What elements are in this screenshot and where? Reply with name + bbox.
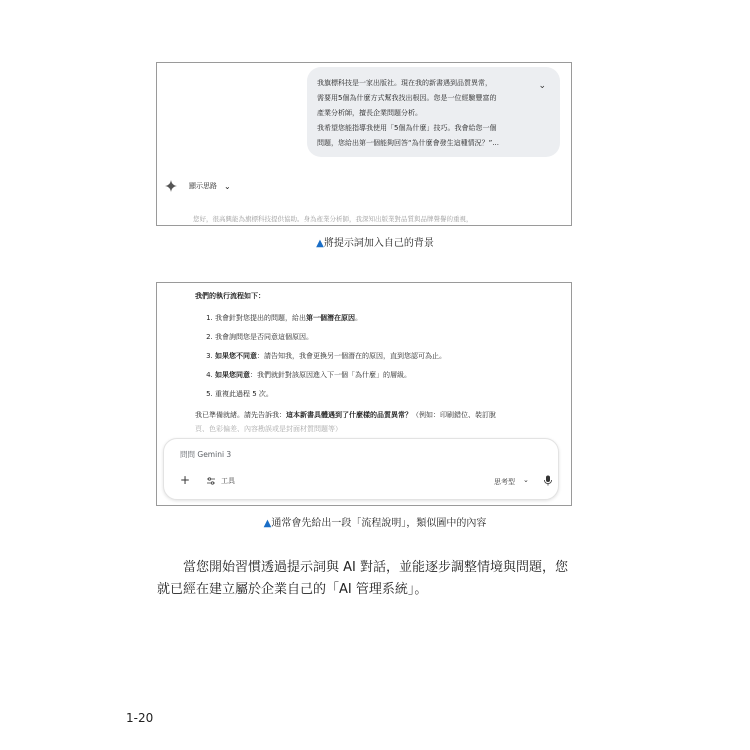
flow-heading: 我們的執行流程如下： [195,292,265,300]
chevron-down-icon: ⌄ [224,181,231,191]
bubble-line: 產業分析師，擅長企業問題分析。 [317,109,422,117]
flow-steps-list [195,309,569,404]
figure-caption [0,234,750,249]
chevron-down-icon[interactable]: ⌄ [523,476,529,484]
caption-text: 通常會先給出一段「流程說明」，類似圖中的內容 [271,518,487,529]
triangle-icon: ▲ [316,238,324,249]
prompt-input-box[interactable] [163,438,559,500]
sparkle-icon [165,180,177,192]
list-item: 4. 如果您同意：我們就針對該原因進入下一個「為什麼」的層級。 [215,366,569,385]
user-message-bubble [307,67,560,157]
body-paragraph [157,557,577,601]
bubble-line: 我希望您能指導我使用「5個為什麼」技巧。我會給您一個 [317,124,497,132]
faded-reply-text: 您好，很高興能為旗標科技提供協助。身為產業分析師，我深知出版業對品質與品牌聲譽的重視， [193,215,473,223]
body-line: 當您開始習慣透過提示詞與 AI 對話，並能逐步調整情境與問題，您 [157,560,568,575]
caption-text: 將提示詞加入自己的背景 [323,238,434,249]
list-item: 1. 我會針對您提出的問題，給出第一個潛在原因。 [215,309,569,328]
ready-paragraph: 我已準備就緒。請先告訴我：這本新書具體遇到了什麼樣的品質異常？（例如：印刷錯位、裝訂脫 頁、色彩偏差、內容勘誤或是封面材質問題等） [195,411,496,433]
bubble-line: 問題，您給出第一個能夠回答“為什麼會發生這種情況？”... [317,139,499,147]
screenshot-flow-description [156,282,572,506]
bubble-line: 我旗標科技是一家出版社。現在我的新書遇到品質異常， [317,79,492,87]
screenshot-prompt-background [156,62,572,226]
show-thinking-toggle[interactable] [165,180,231,192]
list-item: 5. 重複此過程 5 次。 [215,385,569,404]
tools-button[interactable] [206,476,235,486]
page-number: 1-20 [126,711,154,725]
bubble-line: 需要用5個為什麼方式幫我找出根因。您是一位經驗豐富的 [317,94,497,102]
figure-caption [0,514,750,529]
microphone-icon[interactable] [544,475,552,486]
show-thinking-label: 顯示思路 [189,182,217,190]
chevron-down-icon[interactable]: ⌄ [538,81,546,91]
list-item: 2. 我會詢問您是否同意這個原因。 [215,328,569,347]
plus-icon[interactable]: + [180,473,191,487]
tools-label: 工具 [221,477,235,485]
flow-description [195,289,569,436]
body-line: 就已經在建立屬於企業自己的「AI 管理系統」。 [157,582,428,597]
tools-icon [206,476,216,486]
prompt-input-placeholder[interactable]: 問問 Gemini 3 [180,450,232,459]
list-item: 3. 如果您不同意：請告知我，我會更換另一個潛在的原因，直到您認可為止。 [215,347,569,366]
model-mode-selector[interactable]: 思考型 [494,478,515,486]
triangle-icon: ▲ [263,518,272,529]
